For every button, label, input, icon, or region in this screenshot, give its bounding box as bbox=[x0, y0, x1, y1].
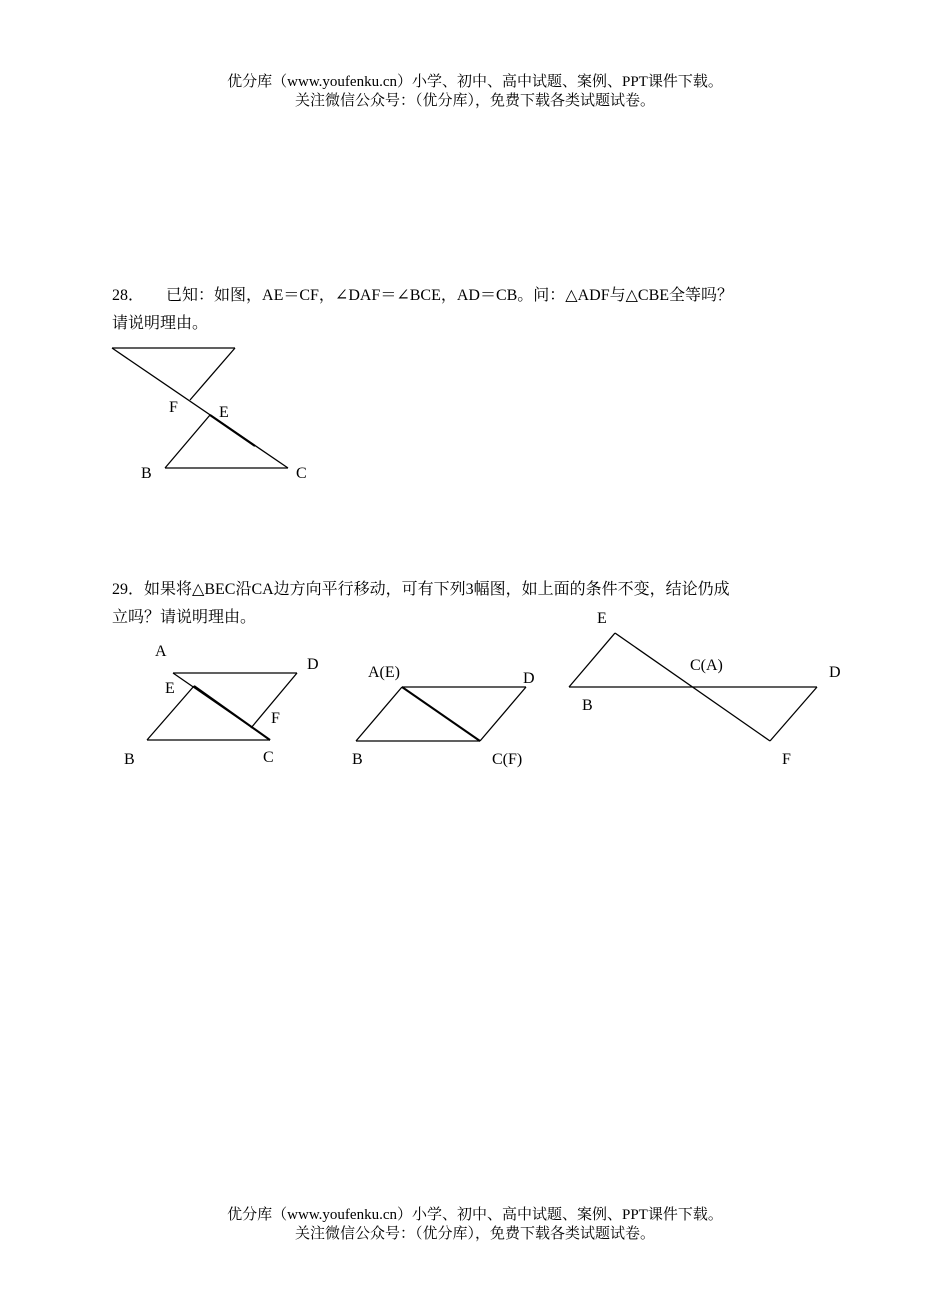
segment-ec bbox=[194, 686, 270, 740]
figure-q29-2 bbox=[345, 652, 545, 774]
segment-be bbox=[569, 633, 615, 687]
label-b: B bbox=[352, 751, 363, 768]
segment-ec bbox=[402, 687, 480, 741]
segment-ac bbox=[112, 348, 288, 468]
figure-q28 bbox=[100, 335, 330, 495]
question-28 bbox=[112, 282, 842, 338]
label-d: D bbox=[523, 670, 535, 687]
label-d: D bbox=[307, 656, 319, 673]
footer-line-2: 关注微信公众号：（优分库），免费下载各类试题试卷。 bbox=[294, 1226, 655, 1242]
footer-line-1: 优分库（www.youfenku.cn）小学、初中、高中试题、案例、PPT课件下载。 bbox=[227, 1207, 723, 1223]
label-f: F bbox=[782, 751, 791, 768]
question-29-text-2: 立吗？请说明理由。 bbox=[112, 609, 257, 626]
segment-df bbox=[190, 348, 235, 400]
label-a: A bbox=[155, 643, 167, 660]
question-28-text-2: 请说明理由。 bbox=[112, 315, 209, 332]
segment-df bbox=[480, 687, 526, 741]
segment-be bbox=[356, 687, 402, 741]
label-f: F bbox=[271, 710, 280, 727]
question-29-number: 29． bbox=[112, 581, 145, 598]
label-e: E bbox=[219, 404, 229, 421]
label-ca: C(A) bbox=[690, 657, 723, 674]
label-b: B bbox=[124, 751, 135, 768]
label-ae: A(E) bbox=[368, 664, 400, 681]
label-c: C bbox=[296, 465, 307, 482]
header-line-1: 优分库（www.youfenku.cn）小学、初中、高中试题、案例、PPT课件下载。 bbox=[227, 74, 723, 90]
question-29-line-1 bbox=[112, 576, 842, 604]
question-28-text-1: 已知：如图，AE＝CF，∠DAF＝∠BCE，AD＝CB。问：△ADF与△CBE全等吗？ bbox=[166, 287, 734, 304]
label-e: E bbox=[597, 610, 607, 627]
page-header bbox=[0, 73, 950, 111]
figure-q29-3 bbox=[560, 604, 850, 774]
question-29-text-1: 如果将△BEC沿CA边方向平行移动，可有下列3幅图，如上面的条件不变，结论仍成 bbox=[144, 581, 730, 598]
label-b: B bbox=[141, 465, 152, 482]
label-c: C bbox=[263, 749, 274, 766]
figure-q29-1 bbox=[110, 638, 330, 773]
segment-ec-bold bbox=[210, 415, 255, 446]
label-f: F bbox=[169, 399, 178, 416]
label-cf: C(F) bbox=[492, 751, 523, 768]
page-footer bbox=[0, 1206, 950, 1244]
segment-be bbox=[165, 415, 210, 468]
segment-df bbox=[770, 687, 817, 741]
label-d: D bbox=[829, 664, 841, 681]
question-28-line-1 bbox=[112, 282, 842, 310]
label-e: E bbox=[165, 680, 175, 697]
label-b: B bbox=[582, 697, 593, 714]
question-28-number: 28． bbox=[112, 287, 145, 304]
header-line-2: 关注微信公众号：（优分库），免费下载各类试题试卷。 bbox=[294, 93, 655, 109]
